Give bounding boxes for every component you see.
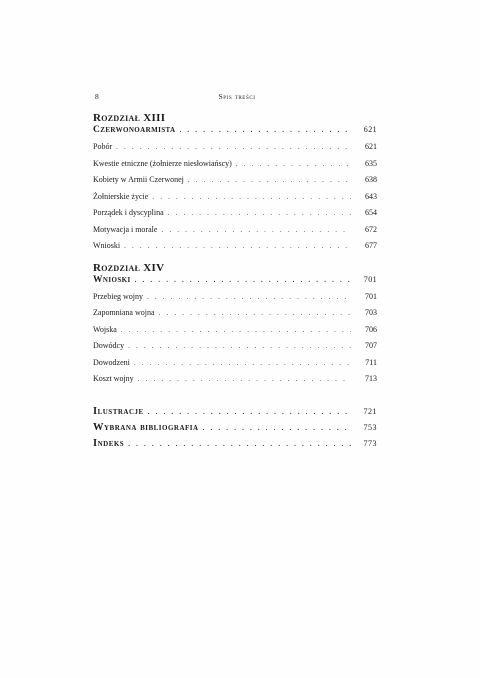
toc-entry xyxy=(93,325,377,342)
dot-leader xyxy=(138,375,351,384)
dot-leader xyxy=(147,293,351,302)
toc-entry xyxy=(93,192,377,209)
entry-label: Pobór xyxy=(93,142,113,151)
back-matter-label: Indeks xyxy=(93,437,125,449)
dot-leader xyxy=(168,209,351,218)
section-spacer xyxy=(93,391,377,407)
entry-label: Wnioski xyxy=(93,241,121,250)
chapter-title-row xyxy=(93,275,377,288)
dot-leader xyxy=(121,326,351,335)
dot-leader xyxy=(135,276,351,285)
back-matter-entry xyxy=(93,423,377,439)
entry-label: Porządek i dyscyplina xyxy=(93,208,164,217)
entry-page-number: 703 xyxy=(365,308,377,317)
toc-entry xyxy=(93,142,377,159)
chapter-page-number: 621 xyxy=(363,125,377,134)
dot-leader xyxy=(148,408,351,417)
entry-page-number: 677 xyxy=(365,241,377,250)
toc-entry xyxy=(93,175,377,192)
entry-label: Przebieg wojny xyxy=(93,291,143,301)
chapter-title-row xyxy=(93,125,377,138)
back-matter-label: Wybrana bibliografia xyxy=(93,421,199,433)
entry-page-number: 711 xyxy=(365,357,377,367)
page-number: 8 xyxy=(95,92,99,101)
entry-label: Kobiety w Armii Czerwonej xyxy=(93,175,184,184)
chapter-title: Czerwonoarmista xyxy=(93,125,176,135)
entry-label: Kwestie etniczne (żołnierze niesłowiańscy) xyxy=(93,158,232,168)
toc-entry xyxy=(93,208,377,225)
dot-leader xyxy=(124,242,351,251)
entry-label: Dowódcy xyxy=(93,341,125,350)
dot-leader xyxy=(236,160,351,169)
toc-entry xyxy=(93,292,377,309)
back-matter-label: Ilustracje xyxy=(93,405,144,417)
entry-page-number: 707 xyxy=(365,341,377,350)
toc-entry xyxy=(93,308,377,325)
entry-page-number: 654 xyxy=(365,208,377,217)
entry-label: Zapomniana wojna xyxy=(93,308,155,317)
chapter-page-number: 701 xyxy=(363,274,377,284)
running-head xyxy=(95,92,379,104)
back-matter-page-number: 721 xyxy=(363,406,377,416)
dot-leader xyxy=(203,424,351,433)
table-of-contents xyxy=(93,112,377,455)
toc-entry xyxy=(93,225,377,242)
dot-leader xyxy=(128,342,351,351)
entry-page-number: 706 xyxy=(365,324,377,334)
toc-entry xyxy=(93,241,377,258)
entry-page-number: 635 xyxy=(365,158,377,168)
entry-page-number: 672 xyxy=(365,224,377,234)
entry-page-number: 713 xyxy=(365,374,377,383)
chapter-title: Wnioski xyxy=(93,274,131,285)
back-matter-page-number: 773 xyxy=(363,438,377,448)
entry-label: Dowodzeni xyxy=(93,357,130,367)
dot-leader xyxy=(159,309,351,318)
dot-leader xyxy=(161,226,351,235)
dot-leader xyxy=(188,176,351,185)
toc-entry xyxy=(93,341,377,358)
toc-entry xyxy=(93,374,377,391)
chapter-label: Rozdział XIV xyxy=(93,261,165,274)
dot-leader xyxy=(128,440,351,449)
dot-leader xyxy=(152,193,351,202)
entry-page-number: 621 xyxy=(365,142,377,151)
entry-label: Żołnierskie życie xyxy=(93,191,149,201)
entry-label: Motywacja i morale xyxy=(93,224,158,234)
running-title: Spis treści xyxy=(218,92,256,101)
entry-page-number: 701 xyxy=(365,291,377,301)
back-matter-entry xyxy=(93,407,377,423)
back-matter-entry xyxy=(93,439,377,455)
entry-label: Koszt wojny xyxy=(93,374,134,383)
toc-entry xyxy=(93,159,377,176)
entry-page-number: 643 xyxy=(365,191,377,201)
entry-label: Wojska xyxy=(93,324,117,334)
back-matter-page-number: 753 xyxy=(363,422,377,432)
dot-leader xyxy=(116,143,351,152)
chapter-label: Rozdział XIII xyxy=(93,112,166,124)
toc-entry xyxy=(93,358,377,375)
dot-leader xyxy=(180,126,352,135)
dot-leader xyxy=(134,359,351,368)
entry-page-number: 638 xyxy=(365,175,377,184)
